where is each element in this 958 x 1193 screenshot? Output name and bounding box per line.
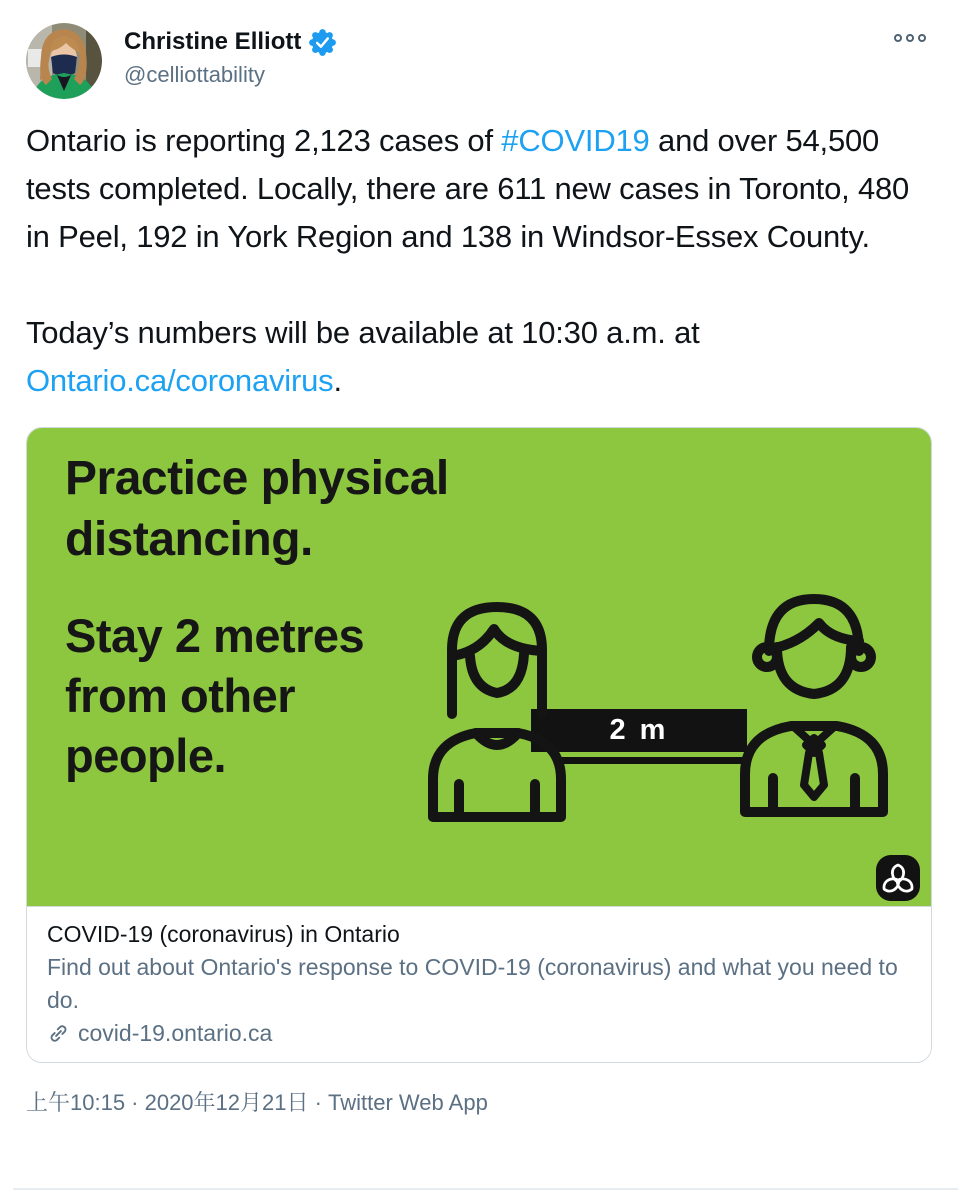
divider (13, 1188, 958, 1190)
more-options-button[interactable] (890, 30, 930, 46)
timestamp: 上午10:15 · 2020年12月21日 · Twitter Web App (26, 1090, 488, 1115)
ontario-trillium-icon (876, 855, 920, 901)
card-image (27, 428, 931, 906)
infographic-subheadline: Stay 2 metres from other people. (65, 609, 365, 782)
tweet-text-segment: . (333, 363, 342, 398)
card-footer (27, 906, 931, 1062)
card-title: COVID-19 (coronavirus) in Ontario (47, 921, 400, 947)
man-icon (731, 585, 896, 819)
card-link-row (47, 1017, 911, 1050)
distance-label: 2 m (609, 714, 669, 746)
tweet-paragraph-1 (26, 117, 932, 261)
distance-bar-underline (560, 757, 746, 764)
url-link[interactable]: Ontario.ca/coronavirus (26, 363, 334, 398)
avatar[interactable] (26, 23, 102, 99)
infographic-headline: Practice physical distancing. (65, 452, 449, 566)
tweet-text-segment: Ontario is reporting 2,123 cases of (26, 123, 502, 158)
tweet-paragraph-2 (26, 309, 932, 405)
card-link-text: covid-19.ontario.ca (78, 1020, 273, 1046)
more-dot (906, 34, 914, 42)
more-dot (894, 34, 902, 42)
more-dot (918, 34, 926, 42)
woman-icon (423, 594, 571, 822)
tweet-header (26, 0, 932, 99)
avatar-image (26, 23, 102, 99)
user-info (124, 23, 336, 89)
tweet-text (26, 117, 932, 405)
user-handle[interactable]: @celliottability (124, 62, 265, 87)
card-description: Find out about Ontario's response to COVID-19 (coronavirus) and what you need to do. (47, 954, 898, 1013)
tweet-text-segment: Today’s numbers will be available at 10:30 a.m. at (26, 315, 700, 350)
hashtag-link[interactable]: #COVID19 (501, 123, 650, 158)
tweet-text-segment: and over 54,500 tests completed. Locally, there are 611 new cases in Toronto, 480 in Peel, 192 in York Region and 138 in Windsor-Essex County. (26, 123, 910, 254)
link-preview-card[interactable] (26, 427, 932, 1063)
verified-badge-icon (309, 29, 336, 56)
display-name[interactable]: Christine Elliott (124, 28, 302, 55)
link-icon (47, 1022, 70, 1045)
